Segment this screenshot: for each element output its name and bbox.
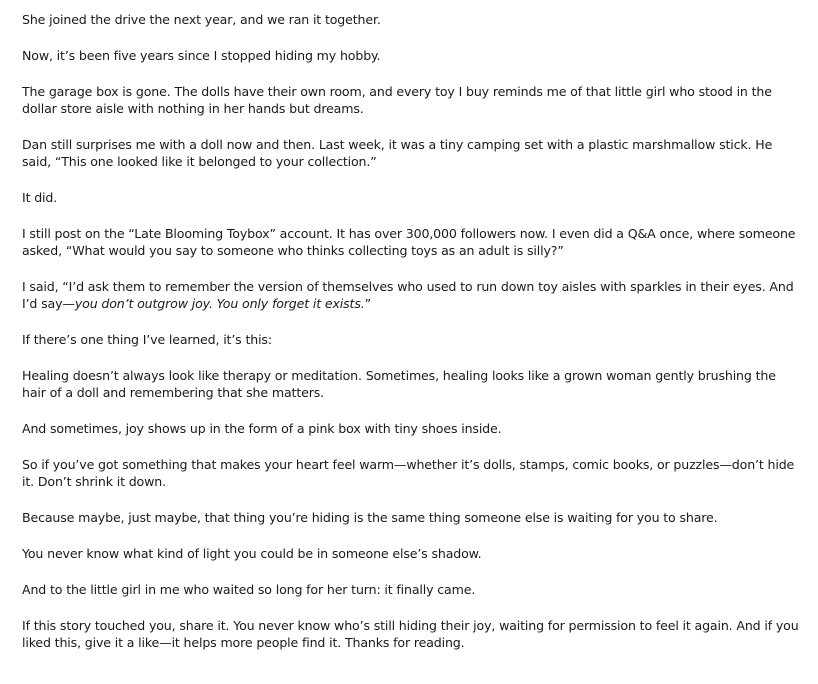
paragraph: I still post on the “Late Blooming Toybox” account. It has over 300,000 followers now. I even did a Q&A once, where someone asked, “What would you say to someone who thinks collecting toys as an adult is silly?” xyxy=(22,226,796,258)
article-body xyxy=(22,11,802,670)
paragraph: Because maybe, just maybe, that thing you’re hiding is the same thing someone else is waiting for you to share. xyxy=(22,510,718,525)
quote-paragraph xyxy=(22,278,802,312)
closing-paragraph: If this story touched you, share it. You never know who’s still hiding their joy, waiting for permission to feel it again. And if you liked this, give it a like—it helps more people find it. Thanks for reading. xyxy=(22,618,799,650)
paragraph: And sometimes, joy shows up in the form of a pink box with tiny shoes inside. xyxy=(22,421,502,436)
paragraph: Dan still surprises me with a doll now and then. Last week, it was a tiny camping set with a plastic marshmallow stick. He said, “This one looked like it belonged to your collection.” xyxy=(22,137,773,169)
paragraph: And to the little girl in me who waited so long for her turn: it finally came. xyxy=(22,582,476,597)
quote-italic: you don’t outgrow joy. You only forget it exists. xyxy=(74,296,365,311)
quote-tail: ” xyxy=(364,296,371,311)
paragraph: She joined the drive the next year, and we ran it together. xyxy=(22,12,381,27)
paragraph: So if you’ve got something that makes your heart feel warm—whether it’s dolls, stamps, comic books, or puzzles—don’t hide it. Don’t shrink it down. xyxy=(22,457,795,489)
paragraph: The garage box is gone. The dolls have their own room, and every toy I buy reminds me of that little girl who stood in the dollar store aisle with nothing in her hands but dreams. xyxy=(22,84,772,116)
paragraph: You never know what kind of light you could be in someone else’s shadow. xyxy=(22,546,482,561)
paragraph: Healing doesn’t always look like therapy or meditation. Sometimes, healing looks like a grown woman gently brushing the hair of a doll and remembering that she matters. xyxy=(22,368,776,400)
quote-lead: I said, “I’d ask them to remember the version of themselves who used to run down toy aisles with sparkles in their eyes. And I’d say— xyxy=(22,279,794,311)
paragraph: If there’s one thing I’ve learned, it’s this: xyxy=(22,332,272,347)
paragraph: It did. xyxy=(22,190,58,205)
paragraph: Now, it’s been five years since I stopped hiding my hobby. xyxy=(22,48,381,63)
